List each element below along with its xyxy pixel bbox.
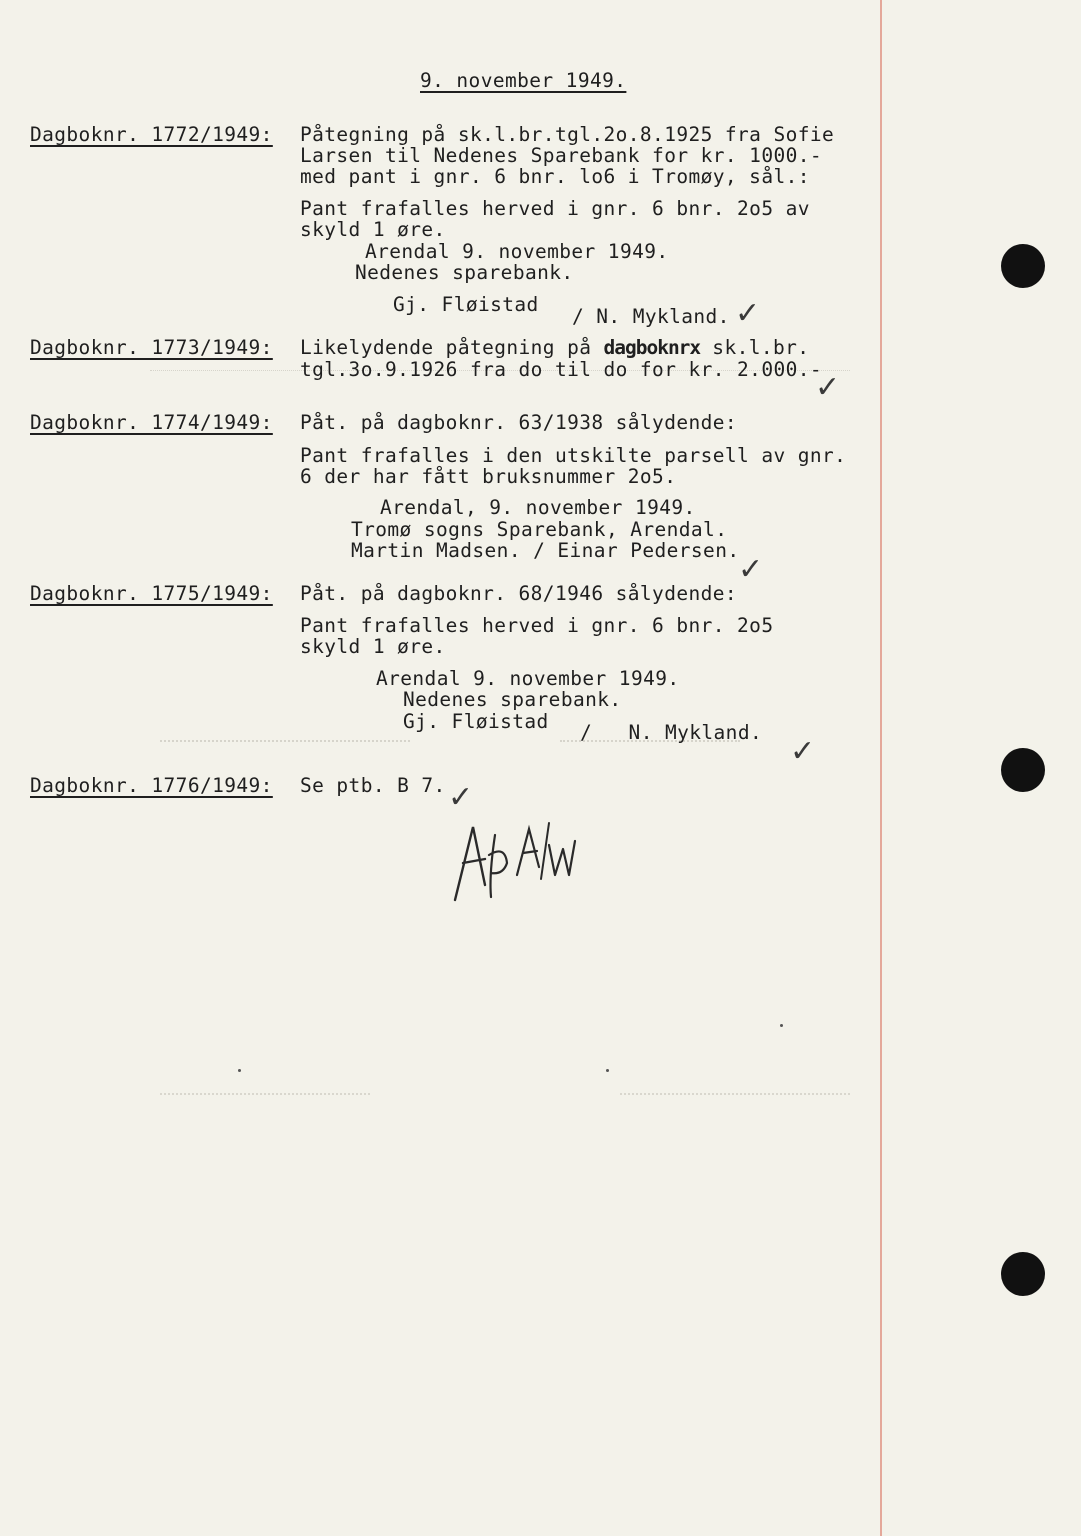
check-mark-icon: ✓	[448, 780, 474, 815]
entry-text: skyld 1 øre.	[300, 635, 446, 658]
entry-signature: / N. Mykland.	[580, 721, 763, 744]
entry-text: Pant frafalles herved i gnr. 6 bnr. 2o5	[300, 614, 774, 637]
entry-text: Arendal 9. november 1949.	[365, 240, 669, 263]
check-mark-icon: ✓	[815, 370, 841, 405]
entry-number: Dagboknr. 1772/1949:	[30, 123, 273, 146]
entry-text: tgl.3o.9.1926 fra do til do for kr. 2.000.-	[300, 358, 823, 381]
entry-text: Nedenes sparebank.	[355, 261, 574, 284]
date-heading: 9. november 1949.	[420, 69, 627, 92]
entry-text: Arendal 9. november 1949.	[376, 667, 680, 690]
punch-hole	[1001, 748, 1045, 792]
entry-text: Påt. på dagboknr. 63/1938 sålydende:	[300, 411, 738, 434]
entry-text-part: Likelydende påtegning på	[300, 336, 604, 359]
punch-hole	[1001, 1252, 1045, 1296]
check-mark-icon: ✓	[735, 296, 761, 331]
entry-text: Påtegning på sk.l.br.tgl.2o.8.1925 fra Sofie	[300, 123, 835, 146]
stray-dot	[780, 1024, 783, 1027]
check-mark-icon: ✓	[738, 552, 764, 587]
entry-text: Arendal, 9. november 1949.	[380, 496, 696, 519]
entry-text: Påt. på dagboknr. 68/1946 sålydende:	[300, 582, 738, 605]
entry-text: skyld 1 øre.	[300, 218, 446, 241]
entry-signature: Gj. Fløistad	[393, 293, 539, 316]
entry-text: Larsen til Nedenes Sparebank for kr. 1000.-	[300, 144, 823, 167]
entry-text: Pant frafalles i den utskilte parsell av gnr.	[300, 444, 847, 467]
punch-hole	[1001, 244, 1045, 288]
entry-signature: / N. Mykland.	[572, 305, 730, 328]
entry-number: Dagboknr. 1776/1949:	[30, 774, 273, 797]
stray-dot	[606, 1069, 609, 1072]
entry-number: Dagboknr. 1775/1949:	[30, 582, 273, 605]
bleed-through	[160, 740, 410, 744]
entry-text: Nedenes sparebank.	[403, 688, 622, 711]
entry-number: Dagboknr. 1774/1949:	[30, 411, 273, 434]
check-mark-icon: ✓	[790, 734, 816, 769]
entry-text	[300, 337, 809, 359]
struck-text: dagboknrx	[603, 336, 701, 359]
bleed-through	[620, 1093, 850, 1097]
handwritten-initials	[445, 815, 580, 905]
bleed-through	[160, 1093, 370, 1097]
entry-number: Dagboknr. 1773/1949:	[30, 336, 273, 359]
entry-signature: Gj. Fløistad	[403, 710, 549, 733]
margin-line	[880, 0, 882, 1536]
entry-text: 6 der har fått bruksnummer 2o5.	[300, 465, 677, 488]
entry-text: med pant i gnr. 6 bnr. lo6 i Tromøy, sål.:	[300, 165, 810, 188]
entry-text-part: sk.l.br.	[700, 336, 810, 359]
entry-text: Se ptb. B 7.	[300, 774, 446, 797]
entry-signature: Martin Madsen. / Einar Pedersen.	[351, 539, 740, 562]
stray-dot	[238, 1069, 241, 1072]
entry-text: Tromø sogns Sparebank, Arendal.	[351, 518, 728, 541]
entry-text: Pant frafalles herved i gnr. 6 bnr. 2o5 av	[300, 197, 810, 220]
